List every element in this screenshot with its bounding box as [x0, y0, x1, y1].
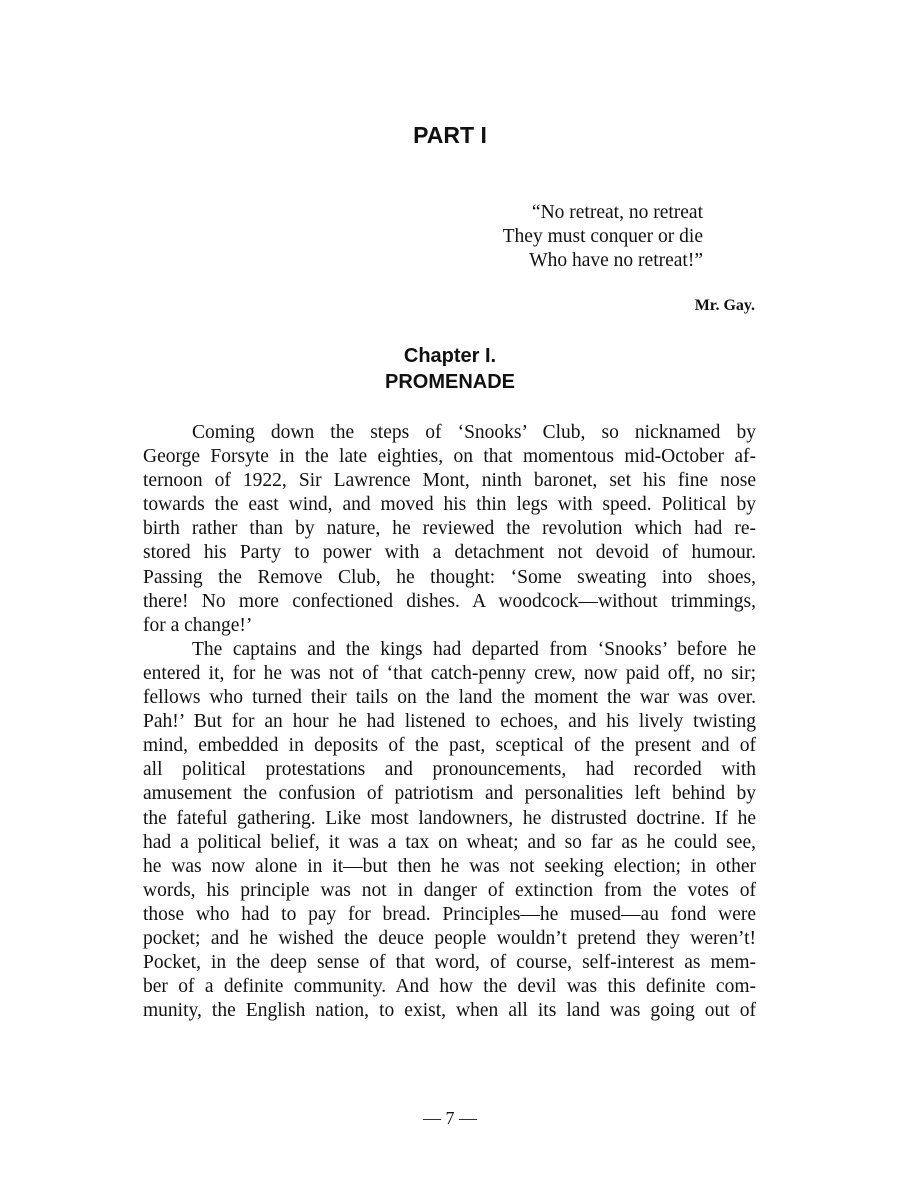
- text-line: stored his Party to power with a detachment not devoid of humour.: [143, 542, 756, 564]
- text-line: amusement the confusion of patriotism and personalities left behind by: [143, 783, 756, 805]
- chapter-title: PROMENADE: [384, 371, 515, 393]
- epigraph-line: “No retreat, no retreat: [531, 202, 703, 223]
- text-line: entered it, for he was not of ‘that catch-penny crew, now paid off, no sir;: [143, 662, 756, 684]
- text-line: Pocket, in the deep sense of that word, of course, self-interest as mem-: [143, 952, 756, 974]
- epigraph-line: They must conquer or die: [502, 226, 703, 247]
- text-line: towards the east wind, and moved his thin legs with speed. Political by: [143, 494, 756, 516]
- text-line: ber of a definite community. And how the devil was this definite com-: [143, 976, 756, 998]
- text-line: munity, the English nation, to exist, when all its land was going out of: [143, 1000, 756, 1022]
- text-line: birth rather than by nature, he reviewed the revolution which had re-: [143, 518, 756, 540]
- page-number: — 7 —: [423, 1108, 477, 1128]
- epigraph: [503, 201, 703, 273]
- text-line: for a change!’: [143, 614, 253, 636]
- text-line: George Forsyte in the late eighties, on that momentous mid-October af-: [143, 446, 756, 468]
- paragraph: [143, 638, 756, 1024]
- part-title: PART I: [413, 122, 487, 148]
- text-line: Passing the Remove Club, he thought: ‘Some sweating into shoes,: [143, 566, 756, 588]
- text-line: those who had to pay for bread. Principles—he mused—au fond were: [143, 903, 756, 925]
- text-line: Pah!’ But for an hour he had listened to echoes, and his lively twisting: [143, 711, 756, 733]
- chapter-number: Chapter I.: [403, 345, 497, 367]
- text-line: the fateful gathering. Like most landowners, he distrusted doctrine. If he: [143, 807, 756, 829]
- text-line: he was now alone in it—but then he was not seeking election; in other: [143, 855, 756, 877]
- text-line: all political protestations and pronouncements, had recorded with: [143, 759, 756, 781]
- epigraph-line: Who have no retreat!”: [529, 250, 703, 271]
- chapter-heading: [0, 343, 900, 395]
- text-line: mind, embedded in deposits of the past, sceptical of the present and of: [143, 735, 756, 757]
- text-line: Coming down the steps of ‘Snooks’ Club, so nicknamed by: [192, 422, 756, 443]
- text-line: The captains and the kings had departed from ‘Snooks’ before he: [192, 638, 756, 660]
- text-line: words, his principle was not in danger of extinction from the votes of: [143, 879, 756, 901]
- epigraph-attribution: Mr. Gay.: [694, 297, 755, 314]
- paragraph: [143, 421, 756, 638]
- text-line: ternoon of 1922, Sir Lawrence Mont, ninth baronet, set his fine nose: [143, 470, 756, 492]
- text-line: pocket; and he wished the deuce people wouldn’t pretend they weren’t!: [143, 927, 756, 949]
- chapter-body: [143, 421, 756, 1023]
- text-line: there! No more confectioned dishes. A woodcock—without trimmings,: [143, 590, 756, 612]
- text-line: fellows who turned their tails on the land the moment the war was over.: [143, 687, 756, 709]
- text-line: had a political belief, it was a tax on wheat; and so far as he could see,: [143, 831, 756, 853]
